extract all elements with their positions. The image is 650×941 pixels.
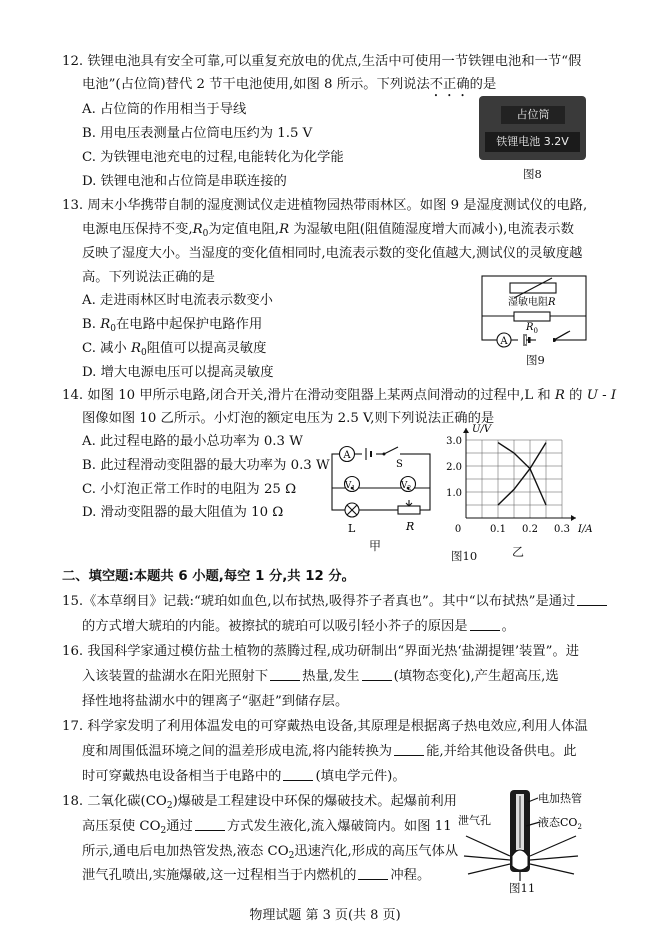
fig10-switch-label: S xyxy=(396,459,403,470)
q13-option-c: C. 减小 $R_0$阻值可以提高灵敏度 xyxy=(82,341,267,358)
fig11-liquid-label: 液态$CO_2$ xyxy=(538,816,582,831)
q18-blank-2[interactable] xyxy=(358,867,388,880)
y-tick-label: 2.0 xyxy=(446,462,462,473)
q18-line3: 所示,通电后电加热管发热,液态 $CO_2$迅速汽化,形成的高压气体从 xyxy=(82,844,459,861)
fig11-blasting-tube xyxy=(452,786,592,882)
q13-line2: 电源电压保持不变$,R_0$为定值电阻,R 为湿敏电阻(阻值随湿度增大而减小),电流表示数 xyxy=(82,222,574,239)
q16-line2: 入该装置的盐湖水在阳光照射下 热量,发生 (填物态变化),产生超高压,选 xyxy=(82,669,559,684)
q17-line1: 17. 科学家发明了利用体温发电的可穿戴热电设备,其原理是根据离子热电效应,利用人体温 xyxy=(62,719,588,734)
fig9-sensor-label: 湿敏电阻R xyxy=(508,297,556,308)
fig8-caption: 图8 xyxy=(523,167,542,181)
fig9-caption: 图9 xyxy=(526,353,545,367)
section2-title: 二、填空题:本题共 6 小题,每空 1 分,共 12 分。 xyxy=(62,569,355,584)
q15-line2: 的方式增大琥珀的内能。被擦拭的琥珀可以吸引轻小芥子的原因是 。 xyxy=(82,619,515,634)
q13-line1: 13. 周末小华携带自制的湿度测试仪走进植物园热带雨林区。如图 9 是湿度测试仪的电路, xyxy=(62,198,588,213)
q14-line2: 图像如图 10 乙所示。小灯泡的额定电压为 2.5 V,则下列说法正确的是 xyxy=(82,411,495,426)
x-tick-label: 0.1 xyxy=(490,524,506,535)
series-line-2 xyxy=(498,443,546,505)
fig11-caption: 图11 xyxy=(509,881,536,895)
q13-option-d: D. 增大电源电压可以提高灵敏度 xyxy=(82,365,274,380)
q13-line3: 反映了湿度大小。当湿度的变化值相同时,电流表示数的变化值越大,测试仪的灵敏度越 xyxy=(82,246,583,261)
q17-line2: 度和周围低温环境之间的温差形成电流,将内能转换为 能,并给其他设备供电。此 xyxy=(82,744,577,759)
q12-option-c: C. 为铁锂电池充电的过程,电能转化为化学能 xyxy=(82,150,344,165)
fig9-r0-label: $R_0$ xyxy=(526,322,538,335)
q12-line1: 12. 铁锂电池具有安全可靠,可以重复充放电的优点,生活中可使用一节铁锂电池和一节“假 xyxy=(62,54,582,69)
origin-label: 0 xyxy=(454,524,462,535)
q14-option-c: C. 小灯泡正常工作时的电阻为 25 Ω xyxy=(82,482,297,497)
fig10-ui-chart xyxy=(440,422,593,540)
q12-option-a: A. 占位筒的作用相当于导线 xyxy=(82,102,247,117)
q18-line1: 18. 二氧化碳$(CO_2)$爆破是工程建设中环保的爆破技术。起爆前利用 xyxy=(62,794,457,811)
q18-line4: 泄气孔喷出,实施爆破,这一过程相当于内燃机的 冲程。 xyxy=(82,868,431,883)
q12-option-d: D. 铁锂电池和占位筒是串联连接的 xyxy=(82,174,287,189)
page-footer: 物理试题 第 3 页(共 8 页) xyxy=(249,908,401,923)
photo-label-battery: 铁锂电池 3.2V xyxy=(485,132,580,152)
q14-option-a: A. 此过程电路的最小总功率为 0.3 W xyxy=(82,434,303,449)
fig9-circuit xyxy=(478,268,590,354)
q16-line3: 择性地将盐湖水中的锂离子“驱赶”到储存层。 xyxy=(82,694,349,709)
fig10-v1-label: $V_1$ xyxy=(344,481,356,492)
fig10-yi-label: 乙 xyxy=(512,545,525,559)
y-tick-label: 1.0 xyxy=(446,488,462,499)
q14-option-b: B. 此过程滑动变阻器的最大功率为 0.3 W xyxy=(82,458,330,473)
q13-option-b: B. $R_0$在电路中起保护电路作用 xyxy=(82,317,263,334)
fig11-vent-label: 泄气孔 xyxy=(458,814,491,827)
q13-line4: 高。下列说法正确的是 xyxy=(82,270,215,285)
y-tick-label: 3.0 xyxy=(446,436,462,447)
fig10-circuit xyxy=(322,440,438,542)
x-axis-arrow xyxy=(571,515,576,521)
q16-line1: 16. 我国科学家通过模仿盐土植物的蒸腾过程,成功研制出“界面光热‘盐湖提锂’装置”。进 xyxy=(62,644,580,659)
y-axis-arrow xyxy=(463,428,469,433)
fig10-caption: 图10 xyxy=(451,549,478,563)
photo-label-placeholder: 占位筒 xyxy=(501,106,565,124)
y-axis-label: U/V xyxy=(472,424,492,435)
x-tick-label: 0.3 xyxy=(554,524,570,535)
q12-line2: 电池”(占位筒)替代 2 节干电池使用,如图 8 所示。下列说法不正确的是 xyxy=(82,77,497,92)
fig10-ammeter-label: A xyxy=(343,450,351,461)
q13-option-a: A. 走进雨林区时电流表示数变小 xyxy=(82,293,273,308)
fig11-heat-label: 电加热管 xyxy=(538,792,582,805)
q17-line3: 时可穿戴热电设备相当于电路中的 (填电学元件)。 xyxy=(82,769,406,784)
q18-blank-1[interactable] xyxy=(195,818,225,831)
x-tick-label: 0.2 xyxy=(522,524,538,535)
q14-line1: 14. 如图 10 甲所示电路,闭合开关,滑片在滑动变阻器上某两点间滑动的过程中,L 和 R 的 U - I xyxy=(62,388,617,403)
q17-blank-1[interactable] xyxy=(394,743,424,756)
q15-line1: 15.《本草纲目》记载:“琥珀如血色,以布拭热,吸得芥子者真也”。其中“以布拭热”是通过 xyxy=(62,592,609,612)
q15-blank-1[interactable] xyxy=(577,593,607,606)
battery-photo xyxy=(479,96,586,160)
fig10-v2-label: $V_2$ xyxy=(400,481,412,492)
q16-blank-1[interactable] xyxy=(270,668,300,681)
series-line-1 xyxy=(498,443,546,505)
q12-option-b: B. 用电压表测量占位筒电压约为 1.5 V xyxy=(82,126,313,141)
q15-blank-2[interactable] xyxy=(470,618,500,631)
q14-option-d: D. 滑动变阻器的最大阻值为 10 Ω xyxy=(82,505,284,520)
fig10-lamp-label: L xyxy=(348,522,356,535)
fig10-rheostat-label: R xyxy=(406,520,415,533)
q12-emphasis: 不正确 xyxy=(429,77,470,92)
q16-blank-2[interactable] xyxy=(362,668,392,681)
fig10-jia-label: 甲 xyxy=(369,539,382,553)
x-axis-label: I/A xyxy=(578,524,593,535)
q18-line2: 高压泵使 $CO_2$通过 方式发生液化,流入爆破筒内。如图 11 xyxy=(82,819,452,836)
fig9-ammeter-label: A xyxy=(500,336,508,347)
q17-blank-2[interactable] xyxy=(283,768,313,781)
